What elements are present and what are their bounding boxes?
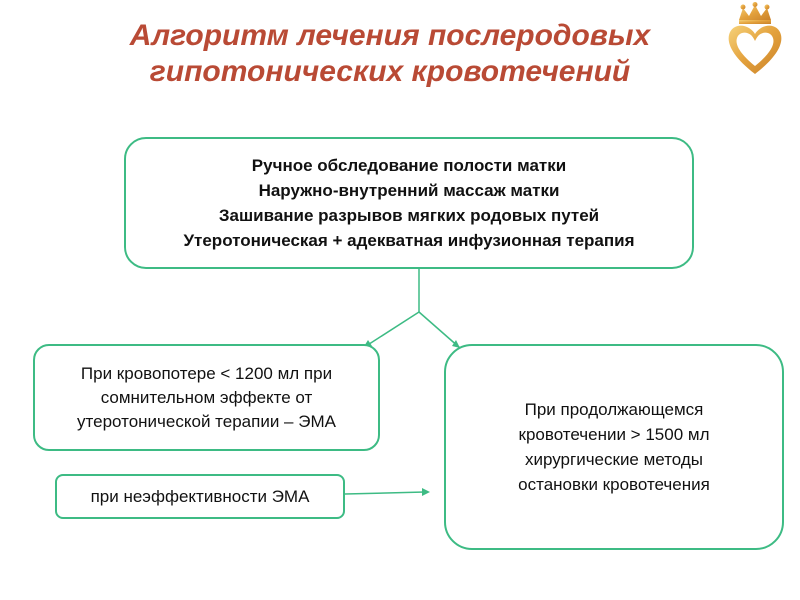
ema-condition-box [33,344,380,451]
title-line-1: Алгоритм лечения послеродовых [129,19,651,52]
surgical-methods-box [444,344,784,550]
page-title [60,18,720,90]
measure-line-2: Наружно-внутренний массаж матки [258,181,560,200]
surgical-line-4: остановки кровотечения [518,475,710,494]
title-line-2: гипотонических кровотечений [149,55,631,88]
ema-ineffective-box [55,474,345,519]
heart-crown-logo-icon [725,2,785,77]
measure-line-1: Ручное обследование полости матки [251,156,567,175]
ema-line-1: При кровопотере < 1200 мл при [80,363,333,383]
surgical-line-3: хирургические методы [524,450,704,469]
ema-ineffective-text: при неэффективности ЭМА [90,486,310,506]
measure-line-3: Зашивание разрывов мягких родовых путей [218,206,600,225]
ema-line-3: утеротонической терапии – ЭМА [77,411,336,431]
surgical-line-2: кровотечении > 1500 мл [518,425,710,444]
measure-line-4: Утеротоническая + адекватная инфузионная терапия [183,231,635,250]
primary-measures-box [124,137,694,269]
ema-line-2: сомнительном эффекте от [100,387,313,407]
surgical-line-1: При продолжающемся [524,400,704,419]
